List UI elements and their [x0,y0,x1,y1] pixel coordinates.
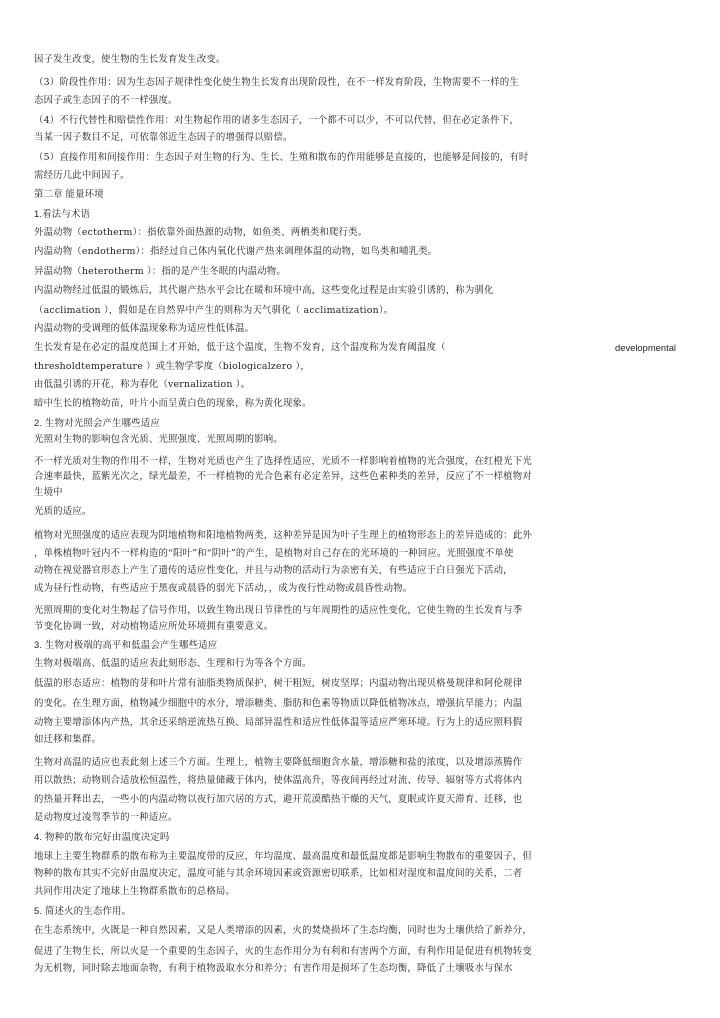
text-line: 光质的适应。 [34,506,92,517]
text-line: 外温动物（ectotherm）：指依靠外面热源的动物，如鱼类、两栖类和爬行类。 [34,227,368,238]
text-line: 植物对光照强度的适应表现为阴地植物和阳地植物两类，这种差异是因为叶子生理上的植物形态上的差异造成的：此外 [34,530,532,541]
text-line: 节变化协调一致，对动植物适应所处环境拥有重要意义。 [34,621,274,632]
text-line: 在生态系统中，火既是一种自然因素，又是人类增添的因素，火的焚烧损坏了生态均衡，同时也为土壤供给了新养分， [34,925,532,936]
text-line: 低温的形态适应：植物的芽和叶片常有油脂类物质保护，树干粗短，树皮坚厚；内温动物出现贝格曼规律和阿伦规律 [34,678,523,689]
text-line: thresholdtemperature ）或生物学零度（biologicalzero ）， [34,361,310,372]
chapter-heading: 第二章 能量环境 [34,188,104,199]
text-line: 为无机物，同时除去地面杂物，有利于植物汲取水分和养分；有害作用是损坏了生态均衡，降低了土壤吸水与保水 [34,963,513,974]
text-line: 暗中生长的植物幼苗，叶片小而呈黄白色的现象，称为黄化现象。 [34,398,312,409]
text-line-tail: developmental [615,342,676,353]
text-line: （4）不行代替性和赔偿性作用：对生物起作用的诸多生态因子，一个都不可以少，不可以代替，但在必定条件下， [34,115,519,126]
text-line: 的变化。在生理方面，植物减少细胞中的水分，增添糖类、脂肪和色素等物质以降低植物冰点，增强抗旱能力；内温 [34,698,523,709]
text-line: 合速率最快，蓝紫光次之，绿光最差，不一样植物的光合色素有必定差异，这些色素种类的差异，反应了不一样植物对 [34,471,532,482]
text-line: 生物对高温的适应也表此刻上述三个方面。生理上，植物主要降低细胞含水量，增添糖和盐的浓度，以及增添蒸腾作 [34,757,523,768]
text-line: 态因子或生态因子的不一样强度。 [34,95,178,106]
text-line: 当某一因子数目不足，可依靠邻近生态因子的增强得以赔偿。 [34,132,293,143]
text-line: 成为昼行性动物，有些适应于黑夜或晨昏的弱光下活动，，成为夜行性动物或晨昏性动物。 [34,583,413,594]
text-line: 由低温引诱的开花，称为春化（vernalization ）。 [34,379,251,390]
text-line: 光照周期的变化对生物起了信号作用，以致生物出现日节律性的与年周期性的适应性变化，它使生物的生长发育与季 [34,605,523,616]
section-heading: 4. 物种的散布完好由温度决定吗 [34,831,170,842]
section-heading: 5. 简述火的生态作用。 [34,905,132,916]
section-heading: 3. 生物对极端的高平和低温会产生哪些适应 [34,639,218,650]
text-line: 不一样光质对生物的作用不一样，生物对光质也产生了选择性适应，光质不一样影响着植物的光合强度，在红橙光下光 [34,456,532,467]
text-line: 地球上主要生物群系的散布称为主要温度带的反应，年均温度、最高温度和最低温度都是影响生物散布的重要因子，但 [34,851,532,862]
text-line: 动物主要增添体内产热，其余还采纳逆流热互换、局部异温性和适应性低体温等适应严寒环境。行为上的适应照料假 [34,717,523,728]
text-line: （3）阶段性作用：因为生态因子规律性变化使生物生长发育出现阶段性，在不一样发育阶段，生物需要不一样的生 [34,77,519,88]
text-line: 生长发育是在必定的温度范围上才开始，低于这个温度，生物不发育，这个温度称为发育阈温度（ [34,342,446,353]
text-line: （5）直接作用和间接作用：生态因子对生物的行为、生长、生殖和散布的作用能够是直接的，也能够是间接的，有时 [34,152,529,163]
text-line: 共同作用决定了地球上生物群系散布的总格局。 [34,886,236,897]
text-line: 光照对生物的影响包含光质、光照强度、光照周期的影响。 [34,434,283,445]
text-line: 促进了生物生长，所以火是一个重要的生态因子，火的生态作用分为有利和有害两个方面，有利作用是促进有机物转变 [34,946,532,957]
text-line: 的热量开释出去，一些小的内温动物以夜行加穴居的方式，避开荒漠酷热干燥的天气，夏眠或许夏天滞育、迁移，也 [34,794,523,805]
section-heading: 1.看法与术语 [34,208,91,219]
text-line: 物种的散布其实不完好由温度决定，温度可能与其余环境因素或资源密切联系，比如相对湿度和温度间的关系，二者 [34,868,523,879]
text-line: 动物在视觉器官形态上产生了遗传的适应性变化，并且与动物的活动行为亲密有关，有些适应于白日强光下活动， [34,565,513,576]
text-line: 内温动物（endotherm）：指经过自己体内氧化代谢产热来调理体温的动物，如鸟类和哺乳类。 [34,246,438,257]
text-line: 需经历几此中间因子。 [34,170,130,181]
section-heading: 2. 生物对光照会产生哪些适应 [34,417,160,428]
text-line: （acclimation ），假如是在自然界中产生的则称为天气驯化（ acclimatization）。 [34,305,394,316]
text-line: 因子发生改变，使生物的生长发育发生改变。 [34,54,226,65]
text-line: 是动物度过凌驾季节的一种适应。 [34,812,178,823]
text-line: 用以散热；动物则合适放松恒温性，将热量储藏于体内，使体温高升，等夜间再经过对流、传导、辐射等方式将体内 [34,775,523,786]
text-line: 内温动物经过低温的锻炼后，其代谢产热水平会比在暖和环境中高，这些变化过程是由实验引诱的，称为驯化 [34,285,494,296]
text-line: 生物对极端高、低温的适应表此刻形态、生理和行为等各个方面。 [34,658,312,669]
text-line: 内温动物的受调理的低体温现象称为适应性低体温。 [34,323,255,334]
text-line: 如迁移和集群。 [34,734,102,745]
text-line: 生境中 [34,487,63,498]
text-line: 异温动物（heterotherm ）：指的是产生冬眠的内温动物。 [34,266,286,277]
text-line: ，单株植物叶冠内不一样构造的“阳叶”和“阴叶”的产生，是植物对自己存在的光环境的一种回应。光照强度不单使 [34,548,514,559]
